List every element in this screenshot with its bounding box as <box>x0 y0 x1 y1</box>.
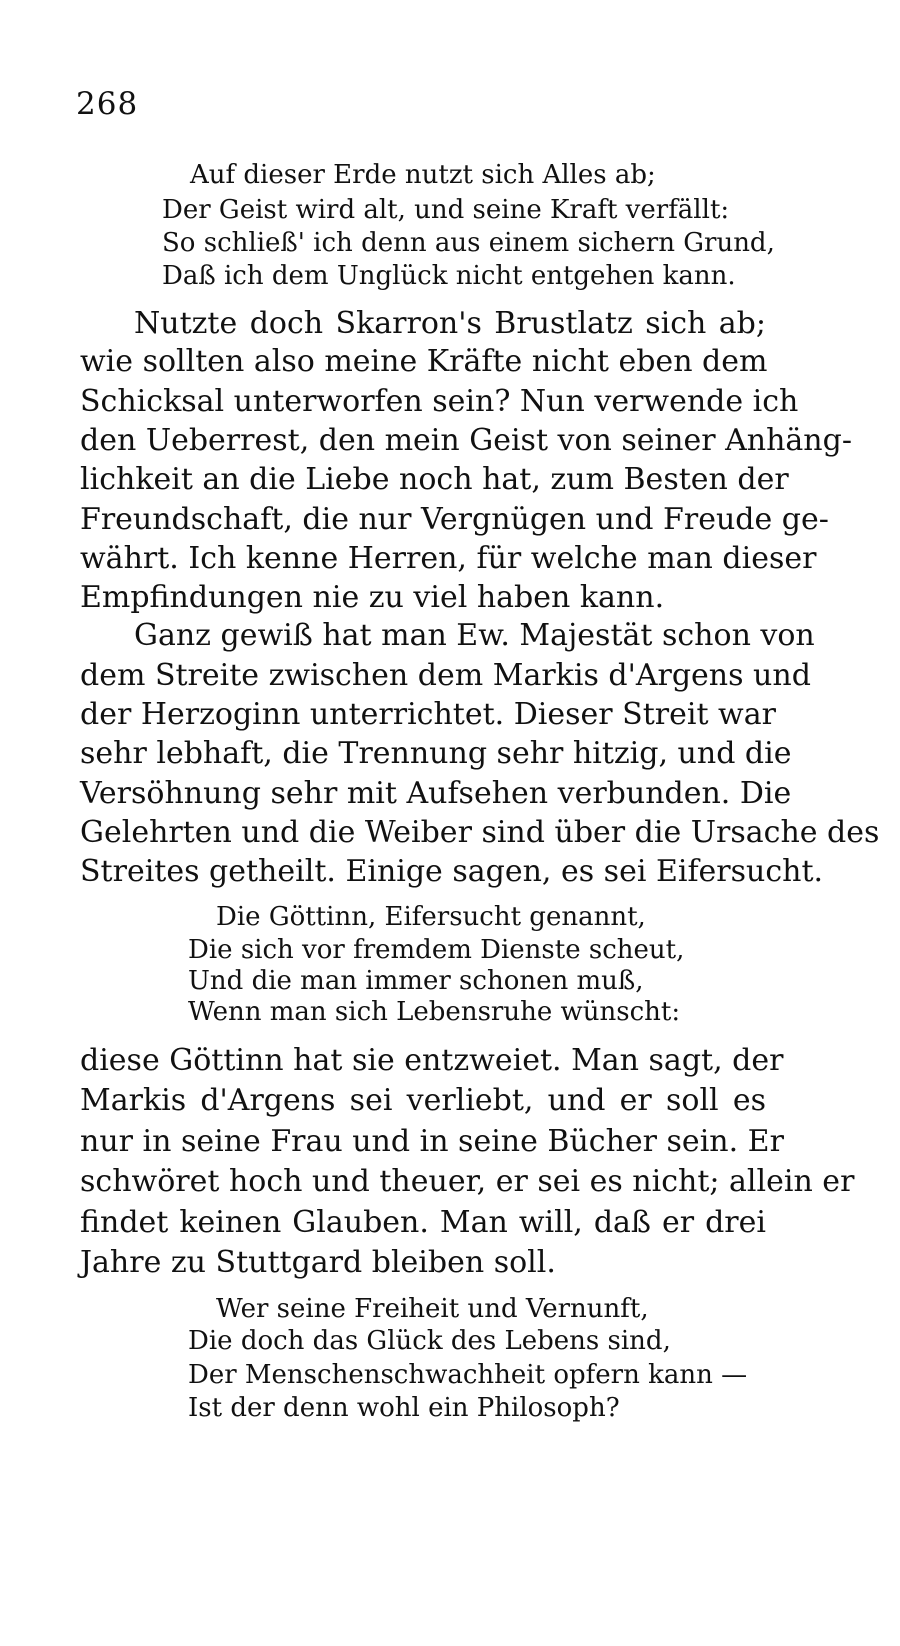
prose-line: Jahre zu Stuttgard bleiben soll. <box>80 1245 556 1280</box>
prose-line: schwöret hoch und theuer, er sei es nicht; allein er <box>80 1164 855 1199</box>
verse-line: Wer seine Freiheit und Vernunft, <box>216 1294 649 1324</box>
verse-line: Daß ich dem Unglück nicht entgehen kann. <box>162 261 736 291</box>
verse-line: Der Geist wird alt, und seine Kraft verfällt: <box>162 195 730 225</box>
prose-line: lichkeit an die Liebe noch hat, zum Besten der <box>80 462 789 497</box>
verse-line: So schließ' ich denn aus einem sichern Grund, <box>162 228 775 258</box>
verse-line: Wenn man sich Lebensruhe wünscht: <box>188 997 681 1027</box>
prose-line: Versöhnung sehr mit Aufsehen verbunden. Die <box>80 776 792 811</box>
prose-line: währt. Ich kenne Herren, für welche man dieser <box>80 541 817 576</box>
prose-line: Gelehrten und die Weiber sind über die Ursache des <box>80 815 880 850</box>
prose-line: den Ueberrest, den mein Geist von seiner Anhäng- <box>80 423 852 458</box>
prose-line: Streites getheilt. Einige sagen, es sei Eifersucht. <box>80 854 824 889</box>
prose-line: sehr lebhaft, die Trennung sehr hitzig, und die <box>80 736 792 771</box>
verse-line: Ist der denn wohl ein Philosoph? <box>188 1393 620 1423</box>
prose-line: Markis d'Argens sei verliebt, und er soll es <box>80 1083 766 1118</box>
prose-line: wie sollten also meine Kräfte nicht eben dem <box>80 344 768 379</box>
prose-line: Freundschaft, die nur Vergnügen und Freude ge- <box>80 502 829 537</box>
prose-line: Schicksal unterworfen sein? Nun verwende ich <box>80 384 799 419</box>
verse-line: Die doch das Glück des Lebens sind, <box>188 1326 671 1356</box>
prose-line: Empfindungen nie zu viel haben kann. <box>80 580 665 615</box>
verse-line: Der Menschenschwachheit opfern kann — <box>188 1360 748 1390</box>
prose-line: findet keinen Glauben. Man will, daß er drei <box>80 1205 766 1240</box>
verse-line: Die sich vor fremdem Dienste scheut, <box>188 935 685 965</box>
page-number: 268 <box>76 86 139 122</box>
prose-line: Nutzte doch Skarron's Brustlatz sich ab; <box>134 306 766 341</box>
verse-line: Und die man immer schonen muß, <box>188 966 644 996</box>
prose-line: der Herzoginn unterrichtet. Dieser Streit war <box>80 697 776 732</box>
prose-line: dem Streite zwischen dem Markis d'Argens und <box>80 658 811 693</box>
prose-line: nur in seine Frau und in seine Bücher sein. Er <box>80 1124 784 1159</box>
prose-line: Ganz gewiß hat man Ew. Majestät schon von <box>134 618 815 653</box>
verse-line: Auf dieser Erde nutzt sich Alles ab; <box>190 160 656 190</box>
verse-line: Die Göttinn, Eifersucht genannt, <box>216 902 646 932</box>
prose-line: diese Göttinn hat sie entzweiet. Man sagt, der <box>80 1043 784 1078</box>
